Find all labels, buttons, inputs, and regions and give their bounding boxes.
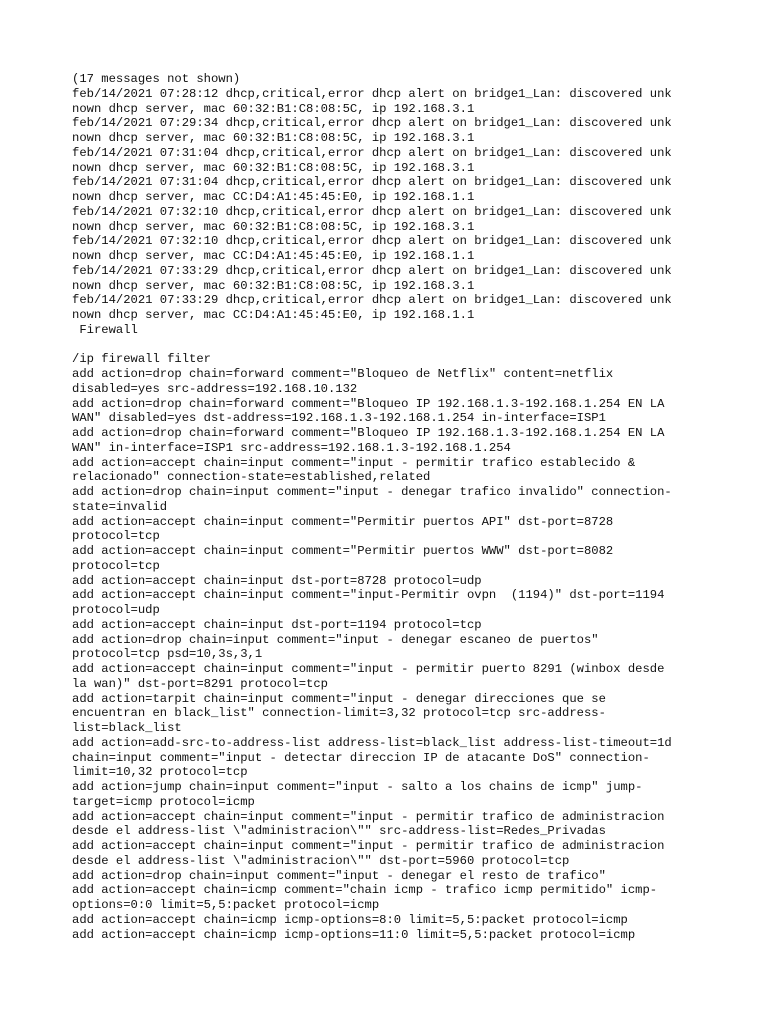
text-line: add action=accept chain=input comment="input - permitir trafico de administracion <box>72 839 665 853</box>
text-line: feb/14/2021 07:32:10 dhcp,critical,error dhcp alert on bridge1_Lan: discovered unk <box>72 204 672 219</box>
text-line: feb/14/2021 07:33:29 dhcp,critical,error dhcp alert on bridge1_Lan: discovered unk <box>72 263 672 278</box>
text-line: add action=tarpit chain=input comment="input - denegar direcciones que se <box>72 691 606 706</box>
document-text <box>72 72 712 942</box>
text-line: feb/14/2021 07:29:34 dhcp,critical,error dhcp alert on bridge1_Lan: discovered unk <box>72 116 672 131</box>
text-line: encuentran en black_list" connection-limit=3,32 protocol=tcp src-address- <box>72 706 606 721</box>
text-line: options=0:0 limit=5,5:packet protocol=icmp <box>72 898 380 912</box>
text-line: add action=jump chain=input comment="input - salto a los chains de icmp" jump- <box>72 780 643 794</box>
text-line: add action=accept chain=icmp icmp-options=11:0 limit=5,5:packet protocol=icmp <box>72 927 636 942</box>
text-line: state=invalid <box>72 499 168 514</box>
text-line: protocol=udp <box>72 603 160 617</box>
text-line: desde el address-list \"administracion\"" src-address-list=Redes_Privadas <box>72 824 606 839</box>
text-line: feb/14/2021 07:28:12 dhcp,critical,error dhcp alert on bridge1_Lan: discovered unk <box>72 86 672 101</box>
text-line: feb/14/2021 07:31:04 dhcp,critical,error dhcp alert on bridge1_Lan: discovered unk <box>72 145 672 160</box>
text-line: nown dhcp server, mac 60:32:B1:C8:08:5C, ip 192.168.3.1 <box>72 160 475 175</box>
text-line: add action=accept chain=input comment="Permitir puertos API" dst-port=8728 <box>72 514 614 529</box>
text-line: add action=add-src-to-address-list address-list=black_list address-list-timeout=1d <box>72 735 672 750</box>
text-line: add action=drop chain=input comment="input - denegar escaneo de puertos" <box>72 632 599 647</box>
text-line: nown dhcp server, mac CC:D4:A1:45:45:E0, ip 192.168.1.1 <box>72 308 475 322</box>
text-line: limit=10,32 protocol=tcp <box>72 765 248 780</box>
text-line: nown dhcp server, mac 60:32:B1:C8:08:5C, ip 192.168.3.1 <box>72 219 475 234</box>
text-line: /ip firewall filter <box>72 352 211 367</box>
text-line <box>72 338 712 353</box>
text-line: nown dhcp server, mac 60:32:B1:C8:08:5C, ip 192.168.3.1 <box>72 101 475 116</box>
text-line: chain=input comment="input - detectar direccion IP de atacante DoS" connection- <box>72 750 650 765</box>
text-line: feb/14/2021 07:33:29 dhcp,critical,error dhcp alert on bridge1_Lan: discovered unk <box>72 293 672 308</box>
text-line: target=icmp protocol=icmp <box>72 794 255 809</box>
text-line: WAN" disabled=yes dst-address=192.168.1.3-192.168.1.254 in-interface=ISP1 <box>72 411 606 426</box>
text-line: nown dhcp server, mac 60:32:B1:C8:08:5C, ip 192.168.3.1 <box>72 278 475 293</box>
text-line: add action=accept chain=icmp comment="chain icmp - trafico icmp permitido" icmp- <box>72 883 658 898</box>
text-line: nown dhcp server, mac CC:D4:A1:45:45:E0, ip 192.168.1.1 <box>72 249 475 263</box>
text-line: protocol=tcp psd=10,3s,3,1 <box>72 647 263 662</box>
text-line: add action=accept chain=input dst-port=8728 protocol=udp <box>72 573 482 588</box>
text-line: Firewall <box>72 322 138 337</box>
text-line: add action=accept chain=input comment="Permitir puertos WWW" dst-port=8082 <box>72 544 614 558</box>
text-line: add action=drop chain=forward comment="Bloqueo de Netflix" content=netflix <box>72 367 614 381</box>
text-line: list=black_list <box>72 721 182 735</box>
text-line: add action=accept chain=input comment="input - permitir trafico de administracion <box>72 809 665 824</box>
text-line: add action=drop chain=input comment="input - denegar trafico invalido" connection- <box>72 485 672 499</box>
text-line: la wan)" dst-port=8291 protocol=tcp <box>72 676 328 691</box>
text-line: nown dhcp server, mac 60:32:B1:C8:08:5C, ip 192.168.3.1 <box>72 131 475 145</box>
text-line: (17 messages not shown) <box>72 72 241 86</box>
text-line: feb/14/2021 07:32:10 dhcp,critical,error dhcp alert on bridge1_Lan: discovered unk <box>72 234 672 249</box>
text-line: add action=accept chain=input dst-port=1194 protocol=tcp <box>72 617 482 632</box>
text-line: add action=accept chain=input comment="input-Permitir ovpn (1194)" dst-port=1194 <box>72 588 665 603</box>
text-line: protocol=tcp <box>72 529 160 544</box>
text-line: feb/14/2021 07:31:04 dhcp,critical,error dhcp alert on bridge1_Lan: discovered unk <box>72 175 672 190</box>
text-line: nown dhcp server, mac CC:D4:A1:45:45:E0, ip 192.168.1.1 <box>72 190 475 204</box>
text-line: add action=accept chain=input comment="input - permitir trafico establecido & <box>72 455 636 470</box>
text-line: add action=drop chain=forward comment="Bloqueo IP 192.168.1.3-192.168.1.254 EN LA <box>72 396 665 411</box>
text-line: disabled=yes src-address=192.168.10.132 <box>72 381 358 396</box>
text-line: relacionado" connection-state=established,related <box>72 470 431 485</box>
text-line: add action=drop chain=input comment="input - denegar el resto de trafico" <box>72 868 606 883</box>
text-line: WAN" in-interface=ISP1 src-address=192.168.1.3-192.168.1.254 <box>72 440 511 455</box>
text-line: add action=accept chain=icmp icmp-options=8:0 limit=5,5:packet protocol=icmp <box>72 912 628 927</box>
text-line: protocol=tcp <box>72 558 160 573</box>
text-line: add action=accept chain=input comment="input - permitir puerto 8291 (winbox desde <box>72 662 665 676</box>
text-line: add action=drop chain=forward comment="Bloqueo IP 192.168.1.3-192.168.1.254 EN LA <box>72 426 665 440</box>
text-line: desde el address-list \"administracion\"" dst-port=5960 protocol=tcp <box>72 853 570 868</box>
